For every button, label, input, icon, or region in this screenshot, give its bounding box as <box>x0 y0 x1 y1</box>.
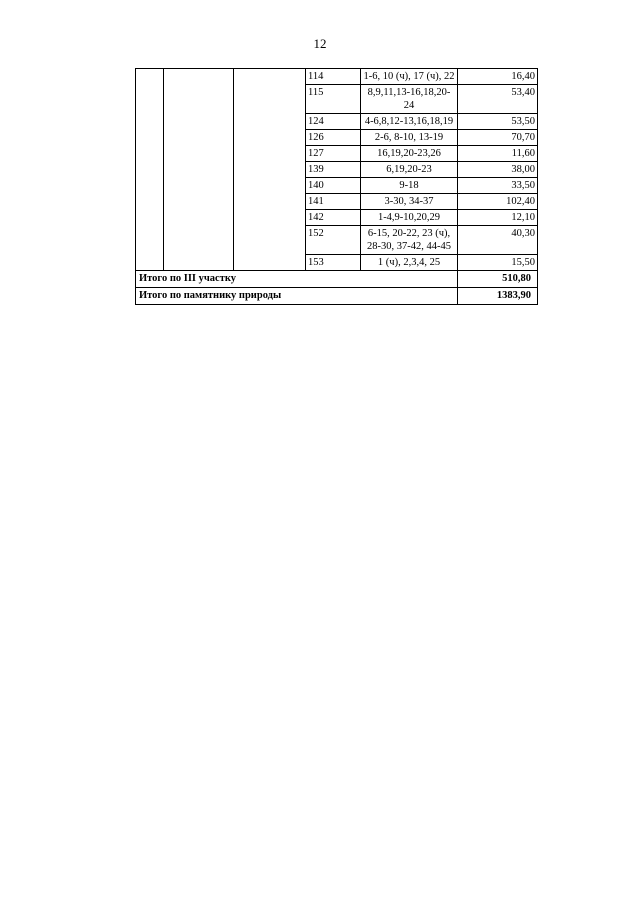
plots-cell: 6,19,20-23 <box>361 162 458 178</box>
plots-cell: 1-6, 10 (ч), 17 (ч), 22 <box>361 69 458 85</box>
area-cell: 11,60 <box>458 146 538 162</box>
plots-cell: 3-30, 34-37 <box>361 194 458 210</box>
area-cell: 16,40 <box>458 69 538 85</box>
area-cell: 12,10 <box>458 210 538 226</box>
total-label: Итого по III участку <box>136 271 458 288</box>
forest-plots-table <box>135 68 538 305</box>
page-number: 12 <box>313 36 327 51</box>
quarter-cell: 114 <box>306 69 361 85</box>
plots-cell: 1 (ч), 2,3,4, 25 <box>361 255 458 271</box>
quarter-cell: 153 <box>306 255 361 271</box>
quarter-cell: 124 <box>306 114 361 130</box>
area-cell: 102,40 <box>458 194 538 210</box>
quarter-cell: 140 <box>306 178 361 194</box>
plots-cell: 9-18 <box>361 178 458 194</box>
area-cell: 40,30 <box>458 226 538 255</box>
plots-cell: 2-6, 8-10, 13-19 <box>361 130 458 146</box>
area-cell: 38,00 <box>458 162 538 178</box>
quarter-cell: 141 <box>306 194 361 210</box>
plots-cell: 8,9,11,13-16,18,20-24 <box>361 85 458 114</box>
quarter-cell: 127 <box>306 146 361 162</box>
quarter-cell: 139 <box>306 162 361 178</box>
col3-cell <box>234 69 306 271</box>
quarter-cell: 152 <box>306 226 361 255</box>
table-row <box>136 69 538 85</box>
quarter-cell: 126 <box>306 130 361 146</box>
area-cell: 33,50 <box>458 178 538 194</box>
plots-cell: 1-4,9-10,20,29 <box>361 210 458 226</box>
area-cell: 70,70 <box>458 130 538 146</box>
quarter-cell: 115 <box>306 85 361 114</box>
total-label: Итого по памятнику природы <box>136 288 458 305</box>
col1-cell <box>136 69 164 271</box>
total-row <box>136 271 538 288</box>
area-cell: 15,50 <box>458 255 538 271</box>
plots-cell: 6-15, 20-22, 23 (ч), 28-30, 37-42, 44-45 <box>361 226 458 255</box>
plots-cell: 4-6,8,12-13,16,18,19 <box>361 114 458 130</box>
quarter-cell: 142 <box>306 210 361 226</box>
col2-cell <box>164 69 234 271</box>
table-body <box>136 69 538 305</box>
total-row <box>136 288 538 305</box>
area-cell: 53,40 <box>458 85 538 114</box>
plots-cell: 16,19,20-23,26 <box>361 146 458 162</box>
area-cell: 53,50 <box>458 114 538 130</box>
total-value: 1383,90 <box>458 288 538 305</box>
total-value: 510,80 <box>458 271 538 288</box>
